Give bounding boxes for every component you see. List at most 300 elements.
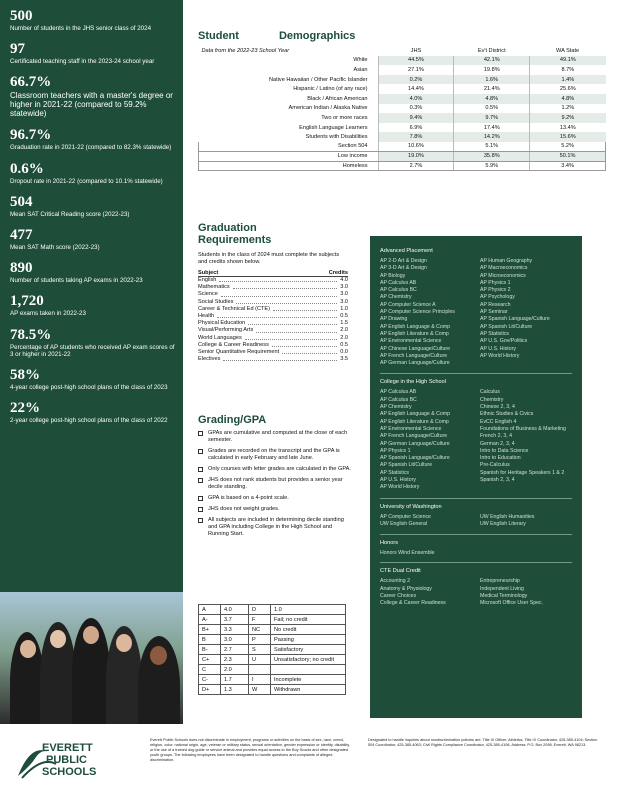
grading-bullet-text: Only courses with letter grades are calculated in the GPA. <box>208 466 351 472</box>
course-item: AP Statistics <box>380 469 410 476</box>
table-cell: 49.1% <box>530 56 606 66</box>
course-item: UW English General <box>380 520 427 527</box>
course-item: AP Computer Science Principles <box>380 309 455 316</box>
table-cell: 9.7% <box>454 113 530 123</box>
grading-bullet-text: JHS does not rank students but provides a senior year decile standing. <box>208 477 343 490</box>
course-item: UW English Humanities <box>480 513 535 520</box>
table-cell: 9.2% <box>530 113 606 123</box>
credit-value: 1.0 <box>340 305 348 312</box>
stat-label: Percentage of AP students who received AP exam scores of 3 or higher in 2021-22 <box>10 343 175 358</box>
courses-panel <box>370 236 582 718</box>
course-item: AP Statistics <box>480 330 510 337</box>
table-row <box>199 132 606 142</box>
stat-label: Certificated teaching staff in the 2023-24 school year <box>10 58 155 66</box>
gpa-points: 3.7 <box>221 615 249 625</box>
gpa-grade: B+ <box>199 625 221 635</box>
stat-value: 22% <box>10 400 40 417</box>
table-cell: 44.5% <box>378 56 454 66</box>
grading-bullet <box>198 495 353 502</box>
gpa-meaning: Passing <box>271 635 346 645</box>
dot-leader <box>236 299 337 304</box>
course-item: AP World History <box>480 352 520 359</box>
table-cell: 1.2% <box>530 104 606 114</box>
course-item: EvCC English 4 <box>480 418 517 425</box>
course-item: AP German Language/Culture <box>380 440 450 447</box>
gpa-points: 3.3 <box>221 625 249 635</box>
gpa-code: U <box>249 655 271 665</box>
grading-title: Grading/GPA <box>198 414 267 426</box>
table-cell: 1.6% <box>454 75 530 85</box>
stat-value: 1,720 <box>10 293 44 310</box>
table-cell: 25.6% <box>530 84 606 94</box>
course-item: AP Calculus BC <box>380 396 417 403</box>
credit-row <box>198 335 348 342</box>
credits-header-label: Credits <box>328 270 348 276</box>
checkbox-bullet-icon <box>198 518 203 523</box>
table-row <box>199 65 606 75</box>
logo-line-3: SCHOOLS <box>42 766 97 778</box>
row-label: Homeless <box>199 161 379 171</box>
course-item: Microsoft Office User Spec. <box>480 600 544 607</box>
course-item: AP Seminar <box>480 309 508 316</box>
table-row <box>199 84 606 94</box>
credit-value: 3.0 <box>340 284 348 291</box>
chs-title: College in the High School <box>380 379 446 386</box>
stat-value: 0.6% <box>10 160 44 177</box>
gpa-meaning: 1.0 <box>271 605 346 615</box>
checkbox-bullet-icon <box>198 431 203 436</box>
dot-leader <box>282 349 337 354</box>
course-item: AP Calculus AB <box>380 389 417 396</box>
credit-row <box>198 327 348 334</box>
course-item: UW English Literary <box>480 520 526 527</box>
credit-subject: Science <box>198 291 218 298</box>
stat-block <box>10 400 175 424</box>
table-row <box>199 104 606 114</box>
gpa-code: I <box>249 675 271 685</box>
course-item: Chinese 2, 3, 4 <box>480 404 515 411</box>
table-cell: 0.5% <box>454 104 530 114</box>
dot-leader <box>233 284 338 289</box>
stat-label: Number of students taking AP exams in 2022-23 <box>10 277 143 285</box>
course-item: AP German Language/Culture <box>380 360 450 367</box>
stat-label: 2-year college post-high school plans of the class of 2022 <box>10 417 168 425</box>
gpa-grade: C+ <box>199 655 221 665</box>
everett-public-schools-logo <box>12 736 142 784</box>
gpa-row <box>199 665 346 675</box>
gpa-points: 2.7 <box>221 645 249 655</box>
grading-bullet <box>198 466 353 473</box>
credit-row <box>198 342 348 349</box>
grading-bullet <box>198 517 353 538</box>
stat-block <box>10 41 175 65</box>
checkbox-bullet-icon <box>198 496 203 501</box>
gpa-code: S <box>249 645 271 655</box>
row-label: American Indian / Alaska Native <box>288 105 368 112</box>
grading-bullet-text: GPA is based on a 4-point scale. <box>208 495 289 501</box>
table-cell: 8.7% <box>530 65 606 75</box>
stat-value: 78.5% <box>10 326 52 343</box>
grading-bullet-text: GPAs are cumulative and computed at the close of each semester. <box>208 430 348 443</box>
gpa-code: NC <box>249 625 271 635</box>
course-item: AP Computer Science <box>380 513 431 520</box>
credit-subject: College & Career Readiness <box>198 341 269 348</box>
gpa-scale-table <box>198 604 346 695</box>
row-label: English Language Learners <box>299 124 368 131</box>
course-item: Spanish 2, 3, 4 <box>480 477 515 484</box>
table-row <box>199 75 606 85</box>
course-item: AP Physics 1 <box>480 279 511 286</box>
cte-courses <box>380 578 572 607</box>
column-header: Ev't District <box>477 47 506 54</box>
credit-row <box>198 320 348 327</box>
graduation-requirements <box>198 222 348 363</box>
dot-leader <box>223 356 337 361</box>
stat-label: Classroom teachers with a master's degree or higher in 2021-22 (compared to 59.2% statewide) <box>10 91 173 119</box>
stat-value: 500 <box>10 8 33 24</box>
credit-row <box>198 291 348 298</box>
uw-courses <box>380 514 572 529</box>
gpa-grade: A- <box>199 615 221 625</box>
row-label: Low income <box>199 152 379 162</box>
table-cell: 50.1% <box>530 152 606 162</box>
credit-row <box>198 306 348 313</box>
dot-leader <box>217 313 337 318</box>
course-item: Chemistry <box>480 396 504 403</box>
course-item: AP English Literature & Comp <box>380 330 449 337</box>
gpa-row <box>199 685 346 695</box>
table-cell: 42.1% <box>454 56 530 66</box>
credit-subject: Visual/Performing Arts <box>198 327 254 334</box>
stat-value: 97 <box>10 41 25 58</box>
gpa-meaning <box>271 665 346 675</box>
course-item: AP Spanish Lit/Culture <box>380 462 433 469</box>
row-label: Hispanic / Latino (of any race) <box>293 86 368 93</box>
table-row <box>199 113 606 123</box>
stat-block <box>10 367 175 391</box>
course-item: Career Choices <box>380 592 417 599</box>
footer-contacts: Designated to handle inquiries about nondiscrimination policies are: Title IX Officer, Athletics, Title IX Coordinator, 425-385-4104; Section 504 Coordinator, 425-385-4063; Civil Rights Compliance Coordinator, 425-385-4106; Address: P.O. Box 2098, Everett, WA 98213. <box>368 738 598 747</box>
course-item: AP U.S. History <box>380 477 416 484</box>
graduation-intro: Students in the class of 2024 must complete the subjects and credits shown below. <box>198 252 340 265</box>
stat-block <box>10 227 175 251</box>
table-cell: 21.4% <box>454 84 530 94</box>
table-cell: 4.8% <box>530 94 606 104</box>
dot-leader <box>248 320 337 325</box>
course-item: AP Calculus AB <box>380 279 417 286</box>
gpa-row <box>199 635 346 645</box>
credit-row <box>198 349 348 356</box>
gpa-meaning: No credit <box>271 625 346 635</box>
credit-row <box>198 284 348 291</box>
course-item: AP Computer Science A <box>380 301 436 308</box>
course-item: AP U.S. History <box>480 345 516 352</box>
gpa-grade: C- <box>199 675 221 685</box>
stat-block <box>10 74 175 118</box>
credit-subject: Physical Education <box>198 320 246 327</box>
grading-bullet <box>198 430 353 444</box>
gpa-points: 1.3 <box>221 685 249 695</box>
credits-header <box>198 270 348 277</box>
honors-title: Honors <box>380 540 399 547</box>
gpa-grade: B <box>199 635 221 645</box>
table-cell: 5.9% <box>454 161 530 171</box>
stat-block <box>10 260 175 284</box>
cte-title: CTE Dual Credit <box>380 568 421 575</box>
credit-value: 0.5 <box>340 313 348 320</box>
gpa-points: 2.0 <box>221 665 249 675</box>
table-cell: 17.4% <box>454 123 530 133</box>
dot-leader <box>273 306 337 311</box>
student-demographics <box>198 30 606 171</box>
credit-value: 1.5 <box>340 320 348 327</box>
course-item: AP Psychology <box>480 294 515 301</box>
course-item: German 2, 3, 4 <box>480 440 515 447</box>
table-cell: 5.1% <box>454 142 530 152</box>
credit-value: 0.5 <box>340 341 348 348</box>
table-cell: 2.7% <box>378 161 454 171</box>
course-item: AP Biology <box>380 272 406 279</box>
gpa-points: 1.7 <box>221 675 249 685</box>
credit-value: 3.0 <box>340 291 348 298</box>
logo-line-2: PUBLIC <box>46 754 87 766</box>
course-item: AP French Language/Culture <box>380 433 448 440</box>
gpa-code: D <box>249 605 271 615</box>
stat-block <box>10 194 175 218</box>
course-item: Independent Living <box>480 585 524 592</box>
stat-label: Dropout rate in 2021-22 (compared to 10.1% statewide) <box>10 177 163 185</box>
dot-leader <box>272 342 337 347</box>
course-item: French 2, 3, 4 <box>480 433 513 440</box>
course-item: AP English Language & Comp <box>380 411 450 418</box>
table-row <box>199 161 606 171</box>
gpa-code: P <box>249 635 271 645</box>
table-row <box>199 56 606 66</box>
stat-block <box>10 8 175 32</box>
credit-subject: Electives <box>198 356 221 363</box>
demographics-table <box>198 46 606 171</box>
checkbox-bullet-icon <box>198 478 203 483</box>
credit-subject: English <box>198 277 217 283</box>
course-item: AP Physics 1 <box>380 447 411 454</box>
gpa-meaning: Satisfactory <box>271 645 346 655</box>
stat-block <box>10 127 175 151</box>
dot-leader <box>256 327 337 332</box>
course-item: AP Calculus BC <box>380 287 417 294</box>
stat-value: 58% <box>10 367 40 384</box>
gpa-row <box>199 605 346 615</box>
credit-row <box>198 313 348 320</box>
credit-subject: Mathematics <box>198 284 230 291</box>
stats-sidebar <box>0 0 183 592</box>
stat-value: 66.7% <box>10 74 52 91</box>
course-item: AP Chemistry <box>380 404 412 411</box>
stat-block <box>10 161 175 185</box>
dot-leader <box>221 291 337 296</box>
course-item: AP Environmental Science <box>380 425 442 432</box>
table-cell: 1.4% <box>530 75 606 85</box>
course-item: Ethnic Studies & Civics <box>480 411 534 418</box>
table-row <box>199 152 606 162</box>
course-item: AP 3-D Art & Design <box>380 265 427 272</box>
course-item: AP Macroeconomics <box>480 265 528 272</box>
course-item: Spanish for Heritage Speakers 1 & 2 <box>480 469 565 476</box>
gpa-meaning: Unsatisfactory; no credit <box>271 655 346 665</box>
table-cell: 19.8% <box>454 65 530 75</box>
stat-label: Mean SAT Critical Reading score (2022-23) <box>10 210 130 218</box>
row-label: Black / African American <box>307 95 368 102</box>
demographics-title-a: Student <box>198 30 239 42</box>
footer <box>0 724 618 800</box>
table-cell: 7.8% <box>378 132 454 142</box>
table-cell: 14.4% <box>378 84 454 94</box>
table-cell: 14.2% <box>454 132 530 142</box>
gpa-code <box>249 665 271 675</box>
credit-value: 0.0 <box>340 349 348 356</box>
course-item: AP Microeconomics <box>480 272 526 279</box>
course-item: AP Physics 2 <box>480 287 511 294</box>
table-cell: 10.6% <box>378 142 454 152</box>
gpa-row <box>199 615 346 625</box>
graduation-title: Graduation Requirements <box>198 222 272 246</box>
course-item: AP 2-D Art & Design <box>380 258 427 264</box>
credit-subject: Social Studies <box>198 298 234 305</box>
demographics-caption: Data from the 2022-23 School Year <box>201 47 290 54</box>
checkbox-bullet-icon <box>198 507 203 512</box>
stat-label: Number of students in the JHS senior class of 2024 <box>10 25 152 32</box>
grading-bullet-text: Grades are recorded on the transcript and the GPA is calculated in early February and late June. <box>208 448 340 461</box>
table-cell: 9.4% <box>378 113 454 123</box>
grading-bullet <box>198 448 353 462</box>
gpa-points: 2.3 <box>221 655 249 665</box>
graduates-photo <box>0 592 183 724</box>
table-cell: 6.9% <box>378 123 454 133</box>
credit-value: 3.0 <box>340 298 348 305</box>
table-cell: 13.4% <box>530 123 606 133</box>
column-header: WA State <box>556 47 580 54</box>
course-item: Accounting 2 <box>380 578 410 585</box>
course-item: AP Human Geography <box>480 258 533 264</box>
stat-value: 477 <box>10 227 33 244</box>
row-label: Two or more races <box>321 114 368 121</box>
gpa-row <box>199 625 346 635</box>
gpa-code: F <box>249 615 271 625</box>
credit-row <box>198 299 348 306</box>
gpa-row <box>199 645 346 655</box>
credit-value: 2.0 <box>340 327 348 334</box>
course-item: Foundations of Business & Marketing <box>480 425 566 432</box>
row-label: Students with Disabilities <box>305 134 368 141</box>
gpa-meaning: Fail; no credit <box>271 615 346 625</box>
credit-row <box>198 356 348 363</box>
gpa-meaning: Withdrawn <box>271 685 346 695</box>
course-item: Intro to Education <box>480 455 521 462</box>
gpa-row <box>199 675 346 685</box>
row-label: Asian <box>353 66 368 73</box>
table-cell: 4.8% <box>454 94 530 104</box>
gpa-grade: B- <box>199 645 221 655</box>
row-label: White <box>353 57 368 64</box>
course-item: AP Chinese Language/Culture <box>380 345 450 352</box>
grading-bullet <box>198 477 353 491</box>
dot-leader <box>245 335 337 340</box>
stat-label: 4-year college post-high school plans of the class of 2023 <box>10 384 168 392</box>
row-label: Section 504 <box>199 142 379 152</box>
credit-subject: Health <box>198 313 215 320</box>
subject-header: Subject <box>198 270 219 276</box>
course-item: AP English Language & Comp <box>380 323 450 330</box>
ap-title: Advanced Placement <box>380 248 433 254</box>
table-row <box>199 123 606 133</box>
chs-courses <box>380 389 572 491</box>
gpa-code: W <box>249 685 271 695</box>
table-cell: 27.1% <box>378 65 454 75</box>
stat-value: 96.7% <box>10 127 52 144</box>
table-cell: 0.2% <box>378 75 454 85</box>
demographics-title-b: Demographics <box>278 30 356 42</box>
credit-subject: World Languages <box>198 334 242 341</box>
course-item: Anatomy & Physiology <box>380 585 432 592</box>
table-cell: 35.8% <box>454 152 530 162</box>
course-item: Pre-Calculus <box>480 462 510 469</box>
course-item: AP Research <box>480 301 511 308</box>
course-item: Medical Terminology <box>480 592 528 599</box>
stat-label: Graduation rate in 2021-22 (compared to 82.3% statewide) <box>10 144 172 152</box>
dot-leader <box>219 277 337 282</box>
table-cell: 5.2% <box>530 142 606 152</box>
credit-subject: Senior Quantitative Requirement <box>198 349 280 356</box>
grading-gpa <box>198 414 353 538</box>
course-item: AP English Literature & Comp <box>380 418 449 425</box>
course-item: AP Spanish Lit/Culture <box>480 323 533 330</box>
stat-label: Mean SAT Math score (2022-23) <box>10 244 100 252</box>
stat-block <box>10 327 175 358</box>
checkbox-bullet-icon <box>198 467 203 472</box>
gpa-points: 3.0 <box>221 635 249 645</box>
table-cell: 4.0% <box>378 94 454 104</box>
credit-row <box>198 277 348 284</box>
gpa-points: 4.0 <box>221 605 249 615</box>
table-cell: 3.4% <box>530 161 606 171</box>
gpa-meaning: Incomplete <box>271 675 346 685</box>
course-item: Calculus <box>480 389 500 396</box>
table-cell: 19.0% <box>378 152 454 162</box>
footer-nondiscrimination: Everett Public Schools does not discriminate in employment, programs or activities on the basis of sex, race, creed, religion, color, national origin, age, veteran or military status, sexual orientation, gender expression or identity, disability, or the use of a trained dog guide or service animal and provides equal access to the Boy Scouts and other designated youth groups. The following employees have been designated to handle questions and complaints of alleged discrimination. <box>150 738 350 762</box>
table-row <box>199 94 606 104</box>
course-item: AP World History <box>380 484 420 491</box>
checkbox-bullet-icon <box>198 449 203 454</box>
credit-subject: Career & Technical Ed (CTE) <box>198 305 271 312</box>
logo-line-1: EVERETT <box>42 742 93 754</box>
gpa-row <box>199 655 346 665</box>
grading-bullet-text: JHS does not weight grades. <box>208 506 280 512</box>
course-item: AP Spanish Language/Culture <box>480 316 550 323</box>
course-item: AP Drawing <box>380 316 408 323</box>
course-item: Entrepreneurship <box>480 578 520 585</box>
table-cell: 0.3% <box>378 104 454 114</box>
course-item: AP Environmental Science <box>380 338 442 345</box>
credit-value: 4.0 <box>340 277 348 283</box>
course-item: Intro to Data Science <box>480 447 529 454</box>
stat-value: 504 <box>10 193 33 210</box>
ap-courses <box>380 258 572 367</box>
course-item: College & Career Readiness <box>380 600 446 607</box>
gpa-grade: A <box>199 605 221 615</box>
gpa-grade: D+ <box>199 685 221 695</box>
table-cell: 15.6% <box>530 132 606 142</box>
honors-item: Honors Wind Ensemble <box>380 550 435 557</box>
stat-block <box>10 293 175 317</box>
